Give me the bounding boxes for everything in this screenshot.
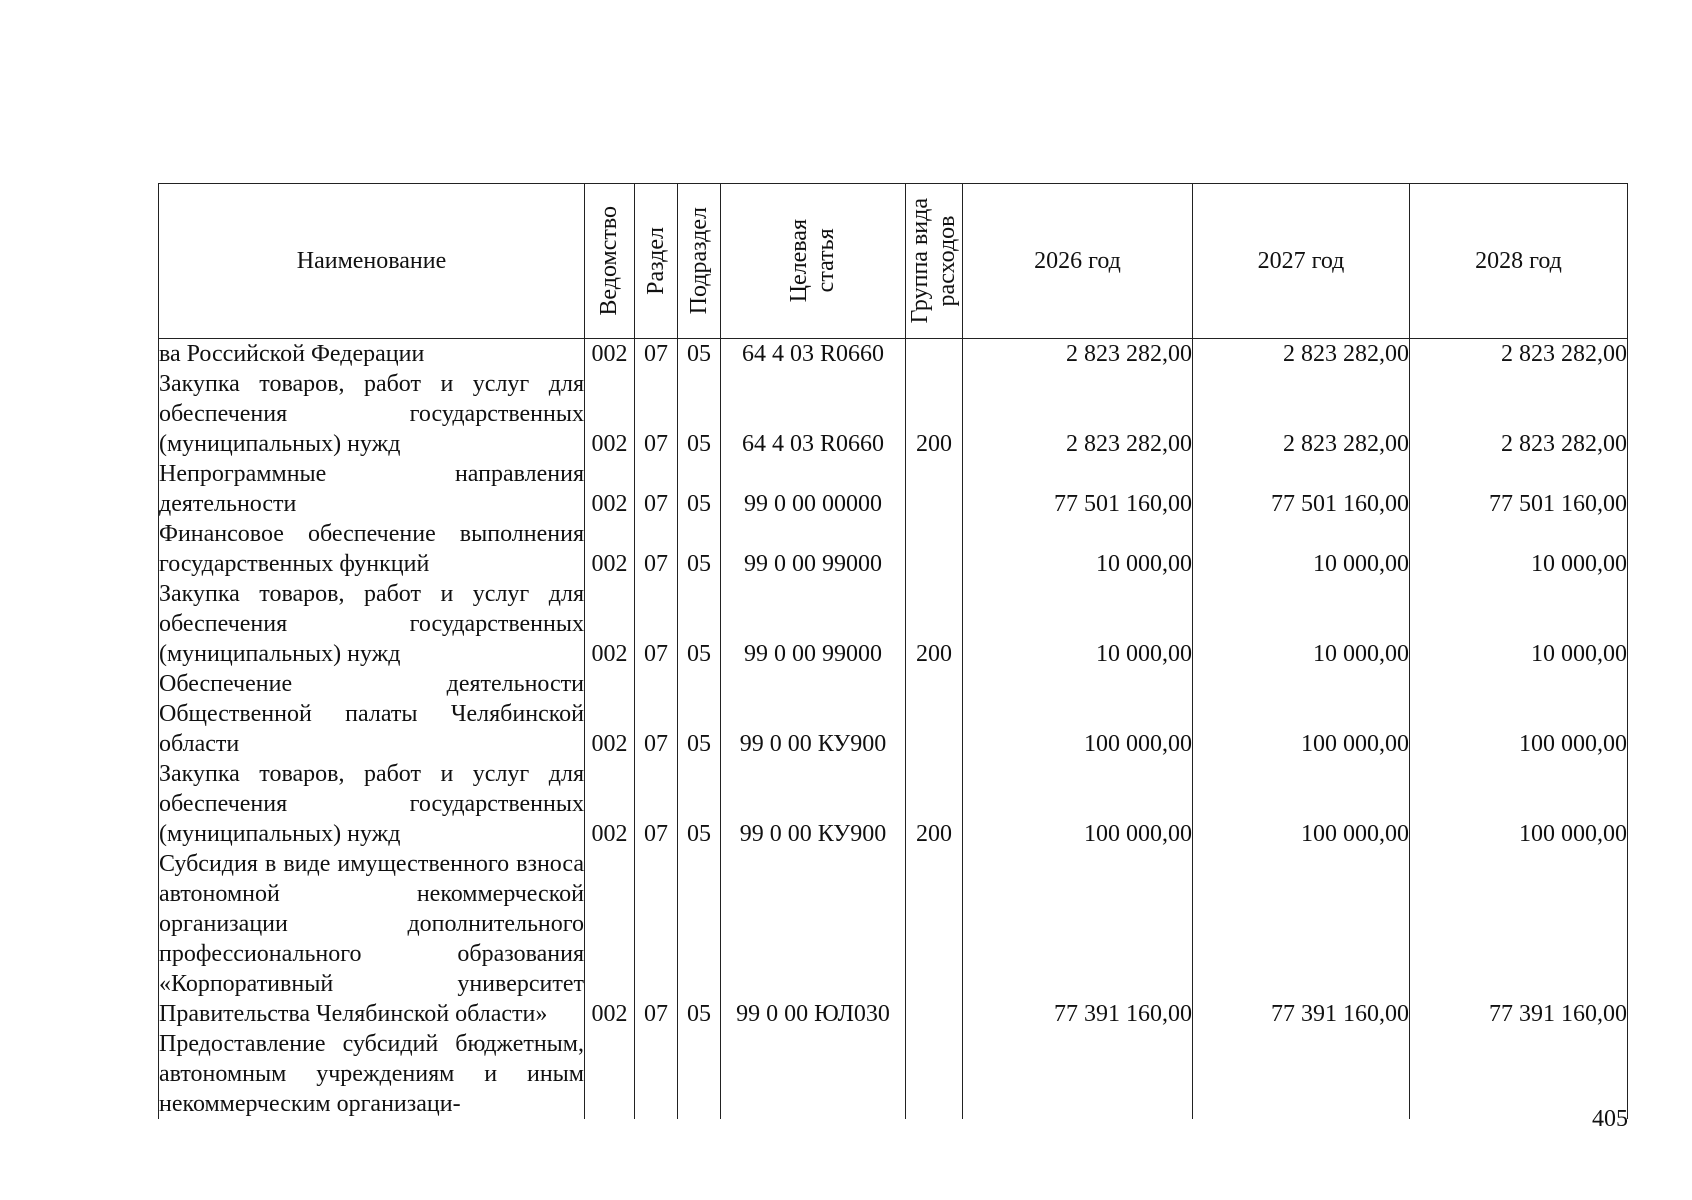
row-2028: 2 823 282,00 — [1410, 369, 1628, 459]
header-2026: 2026 год — [963, 184, 1193, 339]
row-dept: 002 — [585, 459, 635, 519]
row-2027: 10 000,00 — [1193, 519, 1410, 579]
table-row — [159, 849, 1628, 1029]
table-row — [159, 759, 1628, 849]
row-section: 07 — [635, 579, 678, 669]
row-2028: 2 823 282,00 — [1410, 339, 1628, 370]
row-dept: 002 — [585, 759, 635, 849]
row-2027 — [1193, 1029, 1410, 1119]
row-2027: 77 391 160,00 — [1193, 849, 1410, 1029]
row-2028: 100 000,00 — [1410, 759, 1628, 849]
row-subsection: 05 — [678, 369, 721, 459]
row-subsection: 05 — [678, 339, 721, 370]
row-2027: 10 000,00 — [1193, 579, 1410, 669]
row-2027: 77 501 160,00 — [1193, 459, 1410, 519]
row-dept — [585, 1029, 635, 1119]
row-2027: 100 000,00 — [1193, 759, 1410, 849]
row-name: Финансовое обеспечение выполнения государственных функций — [159, 521, 584, 577]
row-2028: 10 000,00 — [1410, 519, 1628, 579]
table-row — [159, 579, 1628, 669]
row-target: 99 0 00 КУ900 — [721, 669, 906, 759]
row-2026: 2 823 282,00 — [963, 369, 1193, 459]
row-2026: 10 000,00 — [963, 579, 1193, 669]
row-target: 99 0 00 00000 — [721, 459, 906, 519]
row-section: 07 — [635, 849, 678, 1029]
row-2026 — [963, 1029, 1193, 1119]
row-name: Закупка товаров, работ и услуг для обеспечения государственных (муниципальных) нужд — [159, 581, 584, 667]
row-subsection: 05 — [678, 849, 721, 1029]
row-target — [721, 1029, 906, 1119]
row-name: Закупка товаров, работ и услуг для обеспечения государственных (муниципальных) нужд — [159, 371, 584, 457]
row-subsection: 05 — [678, 519, 721, 579]
row-group — [906, 1029, 963, 1119]
row-name: Субсидия в виде имущественного взноса автономной некоммерческой организации дополнительного профессионального образования «Корпоративный университет Правительства Челябинской области» — [159, 851, 584, 1027]
row-2027: 2 823 282,00 — [1193, 369, 1410, 459]
header-2027: 2027 год — [1193, 184, 1410, 339]
row-2026: 100 000,00 — [963, 759, 1193, 849]
row-2026: 100 000,00 — [963, 669, 1193, 759]
row-2026: 2 823 282,00 — [963, 339, 1193, 370]
row-name: Непрограммные направления деятельности — [159, 461, 584, 517]
row-dept: 002 — [585, 519, 635, 579]
row-target: 99 0 00 99000 — [721, 579, 906, 669]
table-row — [159, 669, 1628, 759]
table-row — [159, 369, 1628, 459]
row-section: 07 — [635, 459, 678, 519]
row-2028: 100 000,00 — [1410, 669, 1628, 759]
row-2027: 100 000,00 — [1193, 669, 1410, 759]
row-subsection: 05 — [678, 669, 721, 759]
row-target: 64 4 03 R0660 — [721, 339, 906, 370]
row-2026: 77 391 160,00 — [963, 849, 1193, 1029]
row-name: Закупка товаров, работ и услуг для обеспечения государственных (муниципальных) нужд — [159, 761, 584, 847]
row-name: Обеспечение деятельности Общественной палаты Челябинской области — [159, 671, 584, 757]
row-2028: 10 000,00 — [1410, 579, 1628, 669]
table-row — [159, 1029, 1628, 1119]
row-group — [906, 459, 963, 519]
row-target: 99 0 00 ЮЛ030 — [721, 849, 906, 1029]
header-subsection: Подраздел — [678, 184, 721, 339]
header-target: Целевая статья — [721, 184, 906, 339]
row-group — [906, 339, 963, 370]
header-group: Группа вида расходов — [906, 184, 963, 339]
row-subsection — [678, 1029, 721, 1119]
row-subsection: 05 — [678, 579, 721, 669]
row-subsection: 05 — [678, 759, 721, 849]
row-target: 99 0 00 99000 — [721, 519, 906, 579]
row-dept: 002 — [585, 339, 635, 370]
row-group — [906, 849, 963, 1029]
row-group: 200 — [906, 759, 963, 849]
row-2026: 10 000,00 — [963, 519, 1193, 579]
table-row — [159, 339, 1628, 370]
header-2028: 2028 год — [1410, 184, 1628, 339]
row-dept: 002 — [585, 369, 635, 459]
budget-table — [158, 183, 1628, 1119]
header-section: Раздел — [635, 184, 678, 339]
row-2028: 77 391 160,00 — [1410, 849, 1628, 1029]
page-number: 405 — [1592, 1106, 1628, 1132]
row-section: 07 — [635, 369, 678, 459]
row-2027: 2 823 282,00 — [1193, 339, 1410, 370]
row-group — [906, 669, 963, 759]
row-2028: 77 501 160,00 — [1410, 459, 1628, 519]
row-section: 07 — [635, 519, 678, 579]
table-row — [159, 459, 1628, 519]
header-row — [159, 184, 1628, 339]
row-group: 200 — [906, 579, 963, 669]
row-section: 07 — [635, 759, 678, 849]
table-row — [159, 519, 1628, 579]
row-dept: 002 — [585, 669, 635, 759]
header-name: Наименование — [159, 184, 585, 339]
row-dept: 002 — [585, 579, 635, 669]
row-section — [635, 1029, 678, 1119]
row-section: 07 — [635, 669, 678, 759]
row-subsection: 05 — [678, 459, 721, 519]
row-2026: 77 501 160,00 — [963, 459, 1193, 519]
row-target: 99 0 00 КУ900 — [721, 759, 906, 849]
row-dept: 002 — [585, 849, 635, 1029]
row-name: ва Российской Федерации — [159, 339, 585, 370]
row-name: Предоставление субсидий бюджетным, автономным учреждениям и иным некоммерческим организаци- — [159, 1031, 584, 1117]
row-group: 200 — [906, 369, 963, 459]
row-target: 64 4 03 R0660 — [721, 369, 906, 459]
header-dept: Ведомство — [585, 184, 635, 339]
row-section: 07 — [635, 339, 678, 370]
row-group — [906, 519, 963, 579]
